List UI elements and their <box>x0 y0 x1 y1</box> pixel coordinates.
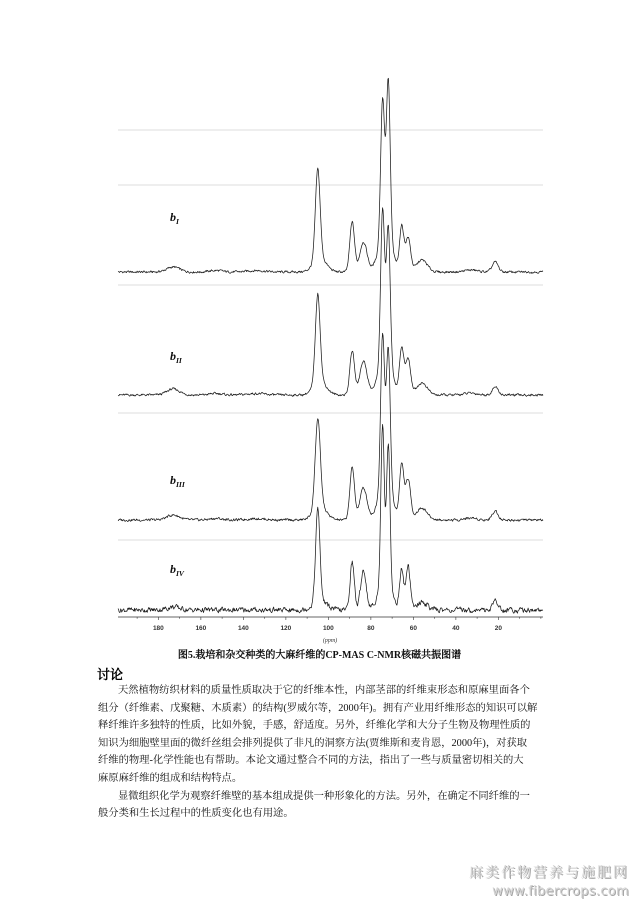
series-label-subscript: I <box>176 217 179 226</box>
x-tick-label: 160 <box>195 625 207 632</box>
paragraph-line: 显微组织化学为观察纤维壁的基本组成提供一种形象化的方法。另外，在确定不同纤维的一 <box>118 790 530 802</box>
paragraph-line: 纤维的物理-化学性能也有帮助。本论文通过整合不同的方法，指出了一些与质量密切相关的大 <box>98 755 524 767</box>
x-axis <box>118 617 543 632</box>
series-label-letter: b <box>170 210 176 224</box>
x-tick-label: 20 <box>494 625 502 632</box>
paragraph-line: 组分（纤维素、戊聚糖、木质素）的结构(罗威尔等，2000年)。拥有产业用纤维形态的知识可以解 <box>98 702 538 714</box>
paragraph-line: 知识为细胞壁里面的微纤丝组会排列提供了非凡的洞察方法(贾维斯和麦肯恩，2000年)，对获取 <box>98 737 528 749</box>
x-tick-label: 80 <box>367 625 375 632</box>
x-tick-label: 40 <box>452 625 460 632</box>
grid-lines <box>118 130 543 540</box>
series-label-b-I <box>170 210 180 226</box>
x-tick-label: 60 <box>409 625 417 632</box>
watermark-site-name: 麻类作物营养与施肥网 <box>469 865 629 881</box>
figure-caption: 图5.栽培和杂交种类的大麻纤维的CP-MAS C-NMR核磁共振图谱 <box>177 650 462 661</box>
spectrum-line-b-I <box>118 78 543 273</box>
series-label-letter: b <box>170 473 176 487</box>
x-tick-label: 140 <box>237 625 249 632</box>
paragraph-line: 般分类和生长过程中的性质变化也有用途。 <box>98 808 294 820</box>
series-label-letter: b <box>170 562 176 576</box>
section-heading: 讨论 <box>97 668 124 683</box>
paragraph-line: 天然植物纺织材料的质量性质取决于它的纤维本性，内部茎部的纤维束形态和原麻里面各个 <box>118 685 530 696</box>
spectrum-line-b-II <box>118 208 543 397</box>
spectrum-line-b-IV <box>118 424 543 613</box>
x-axis-label: (ppm) <box>322 638 338 644</box>
series-label-subscript: II <box>176 356 182 365</box>
series-label-b-III <box>170 473 186 489</box>
spectra <box>118 78 543 613</box>
paragraph <box>98 788 543 823</box>
x-tick-label: 180 <box>152 625 164 632</box>
paragraph-line: 释纤维许多独特的性质，比如外貌，手感，舒适度。另外，纤维化学和大分子生物及物理性质的 <box>98 720 531 732</box>
section-body <box>98 682 543 823</box>
watermark <box>469 864 629 900</box>
x-tick-label: 120 <box>280 625 292 632</box>
series-label-subscript: III <box>176 480 185 489</box>
series-label-b-IV <box>170 562 185 578</box>
x-tick-label: 100 <box>322 625 334 632</box>
series-label-letter: b <box>170 349 176 363</box>
series-labels <box>170 210 186 578</box>
series-label-b-II <box>170 349 183 365</box>
paragraph <box>98 682 543 788</box>
watermark-url: www.fibercrops.com <box>492 884 629 899</box>
paragraph-line: 麻原麻纤维的组成和结构特点。 <box>98 772 243 784</box>
series-label-subscript: IV <box>176 569 184 578</box>
